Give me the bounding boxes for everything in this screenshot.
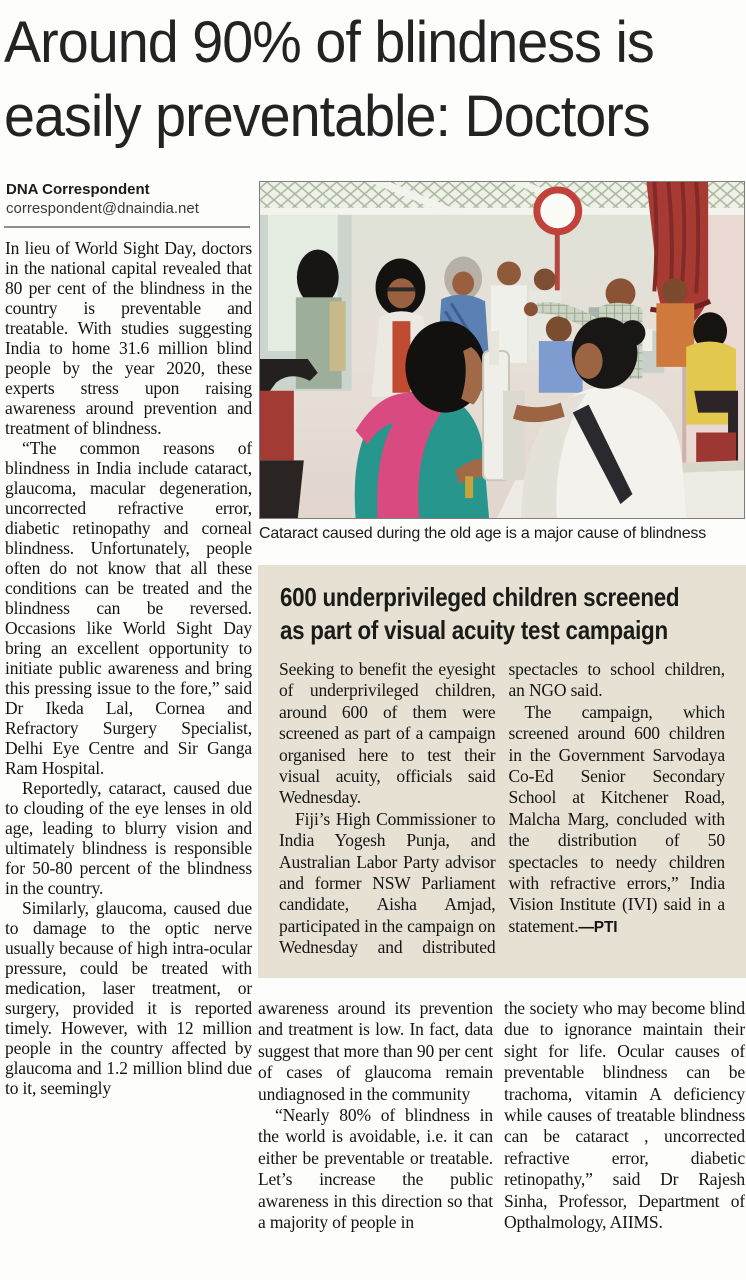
byline-author: DNA Correspondent (6, 181, 150, 198)
byline (6, 180, 252, 218)
sidebar-story-box (258, 565, 746, 978)
sidebar-heading-line-1: 600 underprivileged children screened (280, 582, 680, 612)
article-photo (259, 181, 745, 519)
sidebar-heading-line-2: as part of visual acuity test campaign (280, 615, 668, 645)
paragraph: “The common reasons of blindness in India include cataract, glaucoma, macular degeneration, uncorrected refractive error, diabetic retinopathy and corneal blindness. Unfortunately, people often do not know that all these conditions can be treated and the blindness can be reversed. Occasions like World Sight Day bring an excellent opportunity to initiate public awareness and bring this pressing issue to the fore,” said Dr Ikeda Lal, Cornea and Refractory Surgery Specialist, Delhi Eye Centre and Sir Ganga Ram Hospital. (5, 438, 252, 778)
photo-caption: Cataract caused during the old age is a major cause of blindness (259, 525, 707, 542)
paragraph: awareness around its prevention and treatment is low. In fact, data suggest that more than 90 per cent of cases of glaucoma remain undiagnosed in the community (258, 998, 493, 1104)
agency-credit: —PTI (578, 918, 618, 936)
sidebar-story-heading (280, 581, 740, 647)
bottom-middle-text-column (258, 998, 493, 1280)
paragraph: the society who may become blind due to ignorance maintain their sight for life. Ocular causes of preventable blindness can be trachoma, vitamin A deficiency while causes of treatable blindness can be cataract , uncorrected refractive error, diabetic retinopathy,” said Dr Rajesh Sinha, Professor, Department of Opthalmology, AIIMS. (504, 998, 745, 1233)
headline-line-1: Around 90% of blindness is (4, 10, 654, 75)
paragraph: “Nearly 80% of blindness in the world is avoidable, i.e. it can either be preventable or treatable. Let’s increase the public awareness in this direction so that a majority of people in (258, 1105, 493, 1233)
headline-line-2: easily preventable: Doctors (4, 84, 650, 149)
paragraph: Reportedly, cataract, caused due to clouding of the eye lenses in old age, leading to blurry vision and ultimately blindness is responsible for 50-80 percent of the blindness in the country. (5, 778, 252, 898)
paragraph: Fiji’s High Commissioner to India Yogesh Punja, and Australian Labor Party advisor and former NSW Parliament candidate, Aisha Amjad, participated in the campaign on Wednesday and distributed spectacles to school children, an NGO said. (279, 659, 725, 958)
left-text-column (5, 238, 252, 1280)
byline-email: correspondent@dnaindia.net (6, 200, 199, 217)
bottom-right-text-column (504, 998, 745, 1280)
article-headline (4, 6, 746, 154)
paragraph: Similarly, glaucoma, caused due to damage to the optic nerve usually because of high intra-ocular pressure, could be treated with medication, laser treatment, or surgery, provided it is reported timely. However, with 12 million people in the country affected by glaucoma and 1.2 million blind due to it, seemingly (5, 898, 252, 1098)
paragraph: Seeking to benefit the eyesight of underprivileged children, around 600 of them were screened as part of a campaign organised here to test their visual acuity, officials said Wednesday. (279, 659, 496, 808)
paragraph-text: The campaign, which screened around 600 children in the Government Sarvodaya Co-Ed Senior Secondary School at Kitchener Road, Malcha Marg, concluded with the distribution of 50 spectacles to needy children with refractive errors,” India Vision Institute (IVI) said in a statement. (508, 701, 725, 936)
paragraph: In lieu of World Sight Day, doctors in the national capital revealed that 80 per cent of the blindness in the country is preventable and treatable. With studies suggesting India to home 31.6 million blind people by the year 2020, these experts stress upon raising awareness around prevention and treatment of blindness. (5, 238, 252, 438)
sidebar-story-text (279, 659, 725, 965)
paragraph (509, 702, 726, 938)
eye-screening-camp-illustration (260, 182, 744, 518)
byline-divider (4, 226, 250, 228)
